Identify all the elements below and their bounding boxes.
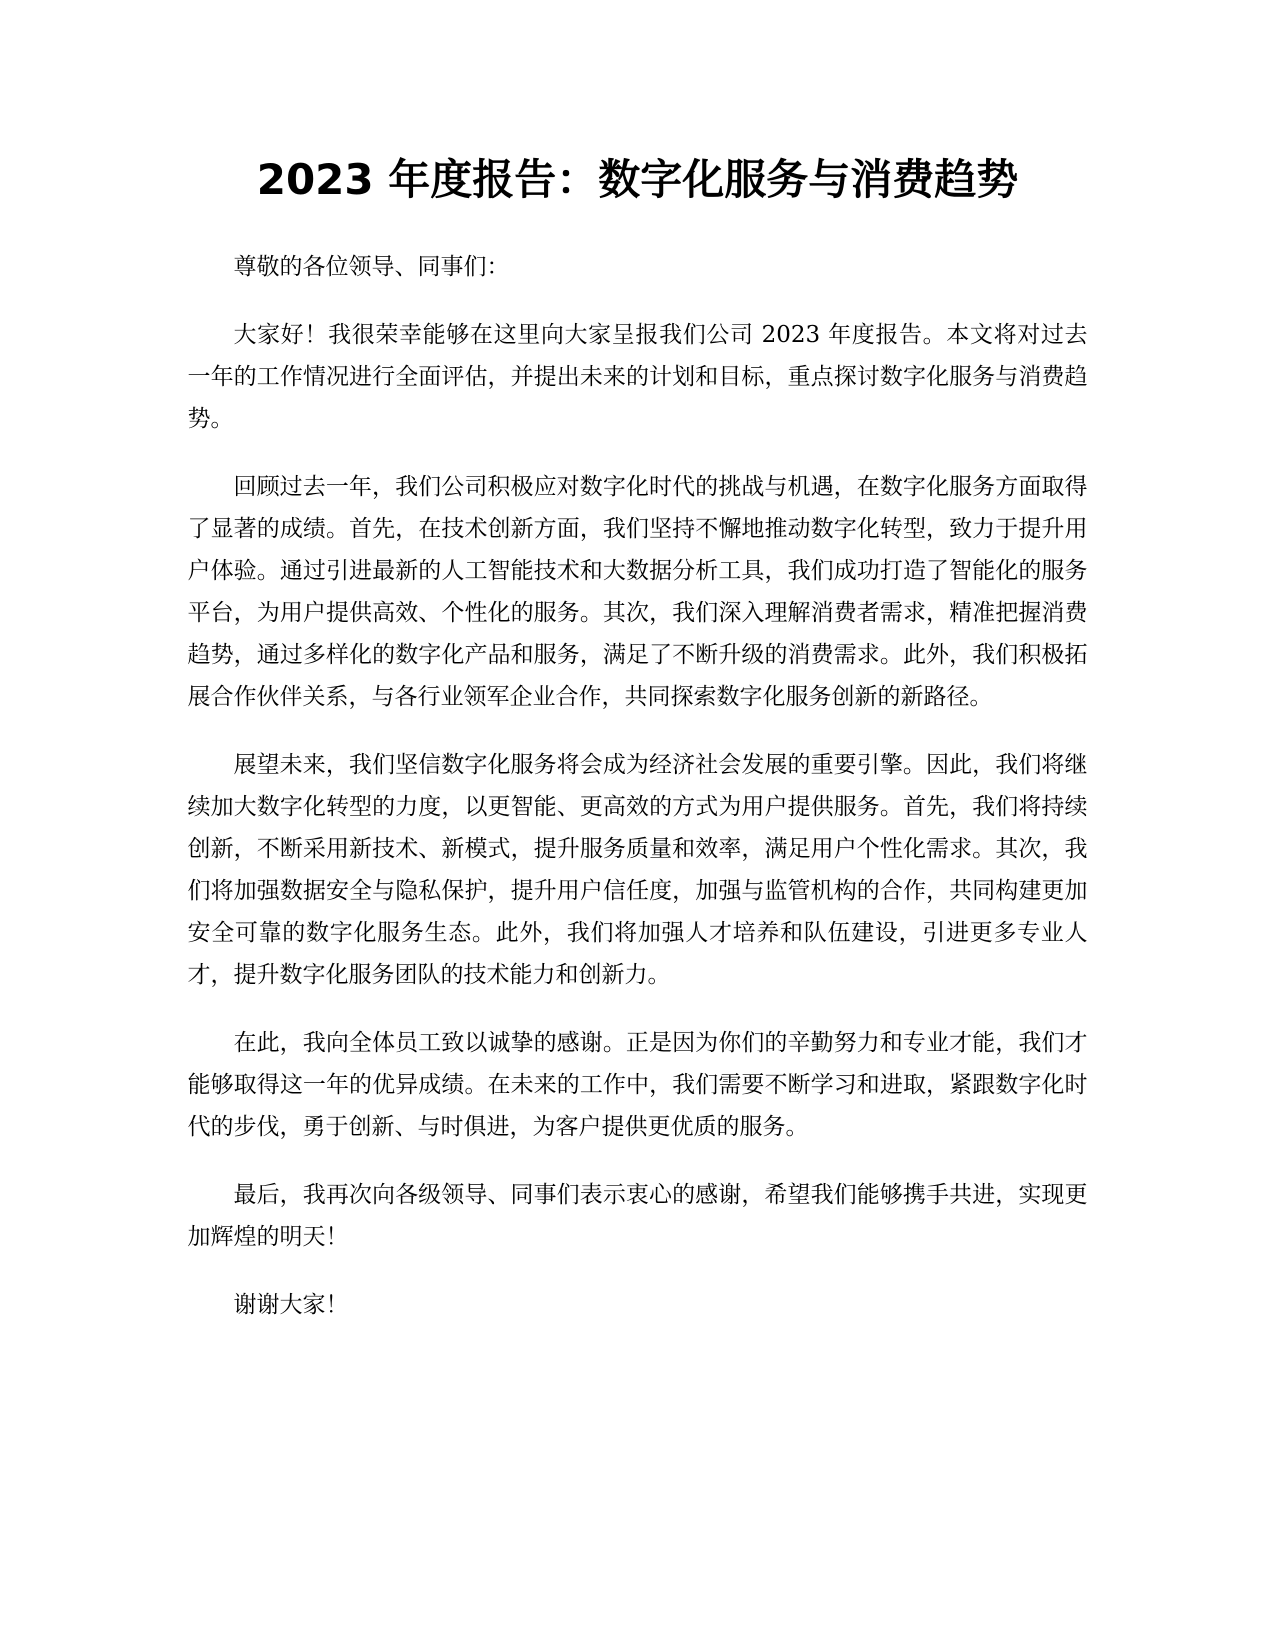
- salutation: 尊敬的各位领导、同事们：: [233, 254, 510, 280]
- document-title: 2023 年度报告：数字化服务与消费趋势: [256, 155, 1019, 204]
- document-body: [188, 246, 1088, 1326]
- paragraph-review: 回顾过去一年，我们公司积极应对数字化时代的挑战与机遇，在数字化服务方面取得了显著的成绩。首先，在技术创新方面，我们坚持不懈地推动数字化转型，致力于提升用户体验。通过引进最新的人工智能技术和大数据分析工具，我们成功打造了智能化的服务平台，为用户提供高效、个性化的服务。其次，我们深入理解消费者需求，精准把握消费趋势，通过多样化的数字化产品和服务，满足了不断升级的消费需求。此外，我们积极拓展合作伙伴关系，与各行业领军企业合作，共同探索数字化服务创新的新路径。: [187, 474, 1088, 710]
- paragraph-intro: 大家好！我很荣幸能够在这里向大家呈报我们公司 2023 年度报告。本文将对过去一年的工作情况进行全面评估，并提出未来的计划和目标，重点探讨数字化服务与消费趋势。: [187, 322, 1088, 432]
- paragraph-closing: 最后，我再次向各级领导、同事们表示衷心的感谢，希望我们能够携手共进，实现更加辉煌的明天！: [187, 1182, 1088, 1250]
- paragraph-outlook: 展望未来，我们坚信数字化服务将会成为经济社会发展的重要引擎。因此，我们将继续加大数字化转型的力度，以更智能、更高效的方式为用户提供服务。首先，我们将持续创新，不断采用新技术、新模式，提升服务质量和效率，满足用户个性化需求。其次，我们将加强数据安全与隐私保护，提升用户信任度，加强与监管机构的合作，共同构建更加安全可靠的数字化服务生态。此外，我们将加强人才培养和队伍建设，引进更多专业人才，提升数字化服务团队的技术能力和创新力。: [187, 752, 1088, 988]
- sign-off: 谢谢大家！: [233, 1292, 349, 1318]
- paragraph-thanks-staff: 在此，我向全体员工致以诚挚的感谢。正是因为你们的辛勤努力和专业才能，我们才能够取得这一年的优异成绩。在未来的工作中，我们需要不断学习和进取，紧跟数字化时代的步伐，勇于创新、与时俱进，为客户提供更优质的服务。: [187, 1030, 1088, 1140]
